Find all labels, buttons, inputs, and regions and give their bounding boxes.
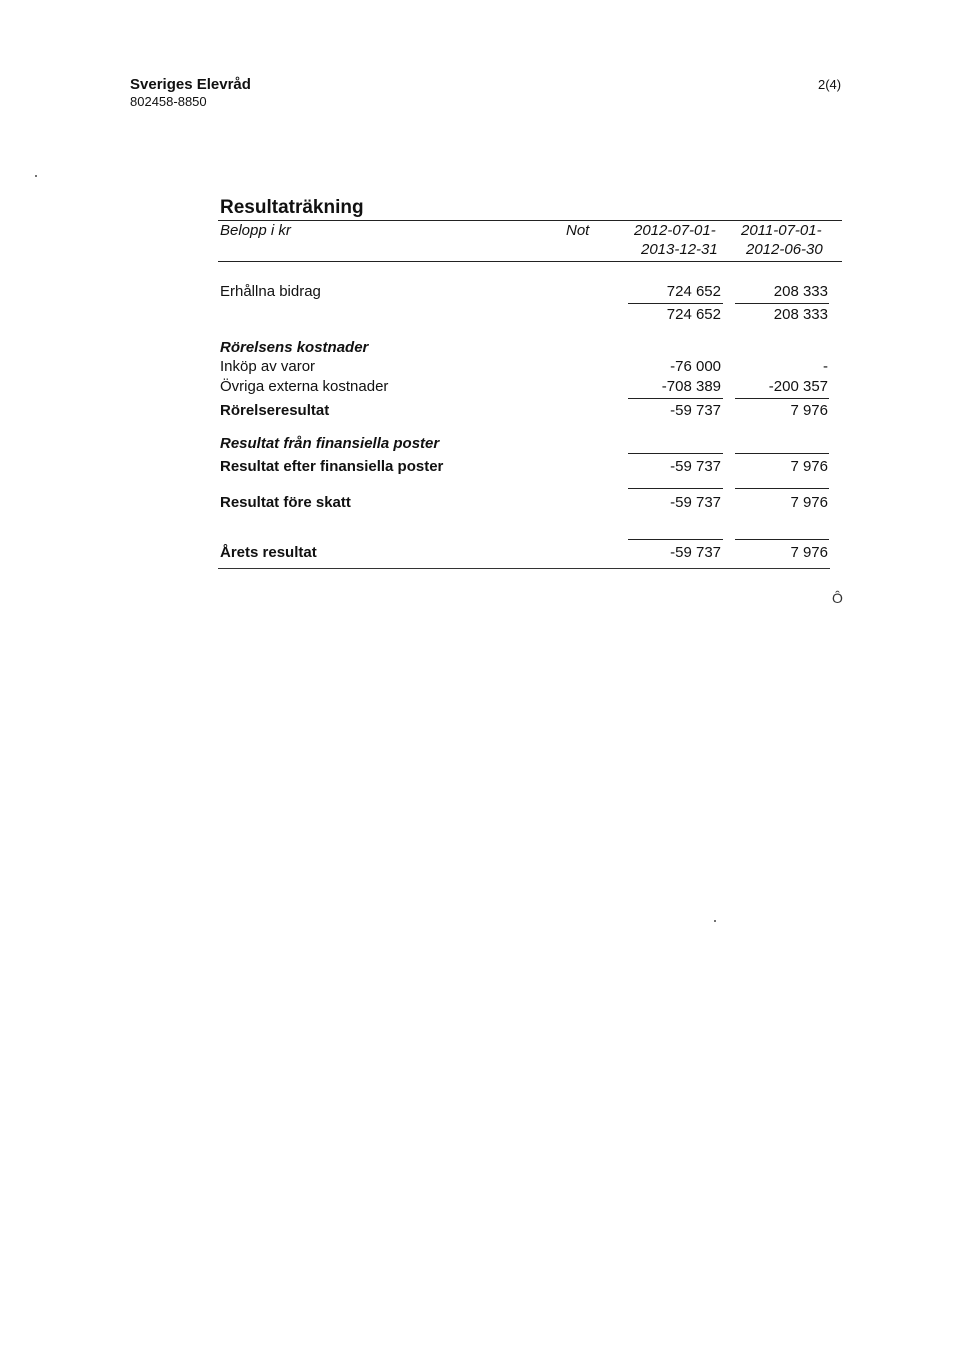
- statement-bottom-rule: [218, 568, 830, 569]
- organization-name: Sveriges Elevråd: [130, 76, 251, 93]
- page-number: 2(4): [818, 77, 842, 92]
- row-label-fore-skatt: Resultat före skatt: [220, 494, 351, 511]
- value-bidrag-subtotal-p2: 208 333: [773, 306, 828, 323]
- value-fore-skatt-p2: 7 976: [790, 494, 828, 511]
- row-label-ovriga-externa: Övriga externa kostnader: [220, 378, 389, 395]
- margin-handwritten-mark: Ô: [832, 590, 843, 606]
- period2-end-header: 2012-06-30: [746, 241, 823, 258]
- period1-end-header: 2013-12-31: [641, 241, 718, 258]
- period2-start-header: 2011-07-01-: [741, 222, 822, 239]
- row-label-erhallna-bidrag: Erhållna bidrag: [220, 283, 321, 300]
- row-label-rorelseresultat: Rörelseresultat: [220, 402, 330, 419]
- subtotal-rule-p2: [735, 303, 829, 304]
- value-arets-resultat-p2: 7 976: [790, 544, 828, 561]
- value-erhallna-bidrag-p1: 724 652: [666, 283, 721, 300]
- title-divider: [218, 220, 842, 221]
- pretax-rule-p1: [628, 488, 723, 489]
- value-ovriga-externa-p2: -200 357: [768, 378, 828, 395]
- operating-rule-p1: [628, 398, 723, 399]
- value-efter-finansiella-p2: 7 976: [790, 458, 828, 475]
- value-rorelseresultat-p1: -59 737: [670, 402, 721, 419]
- net-rule-p2: [735, 539, 829, 540]
- scan-speck: [35, 175, 37, 177]
- period1-start-header: 2012-07-01-: [634, 222, 716, 239]
- row-label-efter-finansiella: Resultat efter finansiella poster: [220, 458, 444, 475]
- value-ovriga-externa-p1: -708 389: [661, 378, 721, 395]
- section-heading-finansiella-poster: Resultat från finansiella poster: [220, 435, 440, 452]
- statement-title: Resultaträkning: [220, 197, 364, 218]
- value-bidrag-subtotal-p1: 724 652: [666, 306, 721, 323]
- organization-number: 802458-8850: [130, 94, 207, 109]
- value-fore-skatt-p1: -59 737: [670, 494, 721, 511]
- amount-unit-label: Belopp i kr: [220, 222, 291, 239]
- value-inkop-p1: -76 000: [670, 358, 721, 375]
- row-label-inkop: Inköp av varor: [220, 358, 316, 375]
- section-heading-rorelsens-kostnader: Rörelsens kostnader: [220, 339, 369, 356]
- value-efter-finansiella-p1: -59 737: [670, 458, 721, 475]
- financial-rule-p1: [628, 453, 723, 454]
- net-rule-p1: [628, 539, 723, 540]
- financial-rule-p2: [735, 453, 829, 454]
- header-divider: [218, 261, 842, 262]
- subtotal-rule-p1: [628, 303, 723, 304]
- operating-rule-p2: [735, 398, 829, 399]
- pretax-rule-p2: [735, 488, 829, 489]
- value-rorelseresultat-p2: 7 976: [790, 402, 828, 419]
- value-erhallna-bidrag-p2: 208 333: [773, 283, 828, 300]
- note-column-header: Not: [566, 222, 590, 239]
- value-inkop-p2: -: [823, 358, 828, 375]
- value-arets-resultat-p1: -59 737: [670, 544, 721, 561]
- scan-speck: [714, 920, 716, 922]
- row-label-arets-resultat: Årets resultat: [220, 544, 317, 561]
